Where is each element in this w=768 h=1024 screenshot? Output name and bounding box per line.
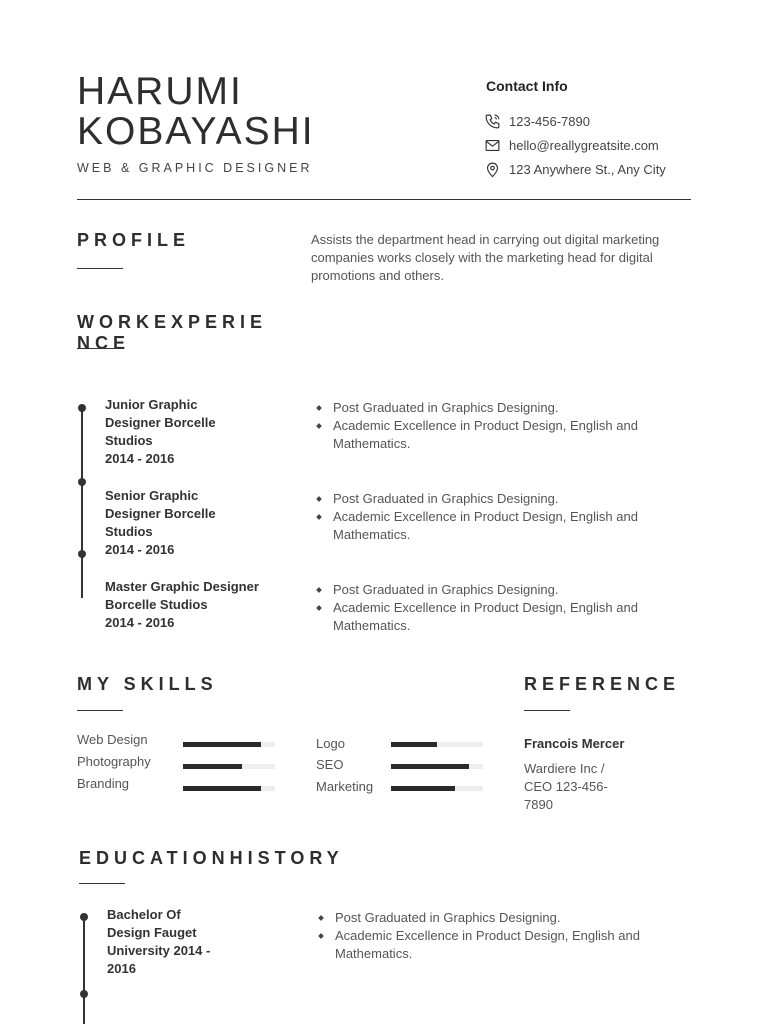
education-entry: [107, 906, 297, 978]
job-2-bullets: [311, 490, 691, 544]
bullet-item: Post Graduated in Graphics Designing.: [311, 581, 691, 599]
skill-bar-fill: [391, 786, 455, 791]
location-pin-icon: [484, 161, 501, 178]
skill-label: Marketing: [316, 779, 374, 794]
skill-bar: [183, 742, 275, 747]
education-underline: [79, 883, 125, 884]
skill-label: Web Design: [77, 732, 148, 747]
timeline-dot: [78, 478, 86, 486]
skill-bar: [391, 786, 483, 791]
reference-line: CEO 123-456-: [524, 779, 608, 794]
profile-underline: [77, 268, 123, 269]
reference-line: 7890: [524, 797, 553, 812]
education-line: Design Fauget: [107, 925, 197, 940]
education-line: Bachelor Of: [107, 907, 181, 922]
job-line: Junior Graphic: [105, 397, 198, 412]
bullet-item: Academic Excellence in Product Design, English and Mathematics.: [311, 508, 691, 544]
job-line: Studios: [105, 524, 153, 539]
phone-icon: [484, 113, 501, 130]
bullet-item: Academic Excellence in Product Design, English and Mathematics.: [311, 599, 691, 635]
education-timeline: [83, 915, 85, 1024]
job-entry-2: [105, 487, 295, 559]
skill-bar: [391, 764, 483, 769]
timeline-dot: [78, 404, 86, 412]
reference-underline: [524, 710, 570, 711]
phone-text: 123-456-7890: [509, 113, 590, 129]
education-line: University 2014 -: [107, 943, 211, 958]
experience-heading-line2: NCE: [77, 333, 131, 353]
experience-timeline: [81, 405, 83, 598]
profile-text: Assists the department head in carrying out digital marketing companies works closely with the marketing head for digital promotions and others.: [311, 232, 660, 283]
reference-name: Francois Mercer: [524, 736, 625, 751]
skill-bar-fill: [183, 786, 261, 791]
reference-line: Wardiere Inc /: [524, 761, 605, 776]
job-title: WEB & GRAPHIC DESIGNER: [77, 161, 313, 175]
job-entry-3: [105, 578, 295, 632]
reference-details: [524, 760, 608, 814]
experience-heading-line1: WORKEXPERIE: [77, 312, 268, 332]
skill-bar: [183, 764, 275, 769]
job-dates: 2014 - 2016: [105, 542, 175, 557]
header-divider: [77, 199, 691, 200]
job-line: Designer Borcelle: [105, 506, 216, 521]
skill-bar-fill: [391, 764, 469, 769]
name-first: HARUMI: [77, 70, 243, 113]
skill-label: Photography: [77, 754, 151, 769]
timeline-dot: [78, 550, 86, 558]
job-1-bullets: [311, 399, 691, 453]
job-line: Studios: [105, 433, 153, 448]
bullet-item: Academic Excellence in Product Design, English and Mathematics.: [311, 417, 691, 453]
bullet-item: Post Graduated in Graphics Designing.: [311, 490, 691, 508]
bullet-item: Post Graduated in Graphics Designing.: [311, 399, 691, 417]
skill-label: SEO: [316, 757, 344, 772]
reference-heading: REFERENCE: [524, 674, 681, 694]
address-text: 123 Anywhere St., Any City: [509, 161, 666, 177]
skill-bar-fill: [183, 764, 242, 769]
job-line: Senior Graphic: [105, 488, 199, 503]
contact-address: [484, 160, 666, 178]
contact-email[interactable]: [484, 136, 659, 154]
job-entry-1: [105, 396, 295, 468]
job-line: Borcelle Studios: [105, 597, 208, 612]
experience-underline: [77, 348, 123, 349]
education-bullets: [313, 909, 693, 963]
bullet-item: Post Graduated in Graphics Designing.: [313, 909, 693, 927]
profile-heading: PROFILE: [77, 230, 191, 250]
skill-bar-fill: [183, 742, 261, 747]
bullet-item: Academic Excellence in Product Design, English and Mathematics.: [313, 927, 693, 963]
contact-phone[interactable]: [484, 112, 590, 130]
name-heading: [77, 72, 315, 152]
skill-bar-fill: [391, 742, 437, 747]
education-line: 2016: [107, 961, 136, 976]
job-line: Designer Borcelle: [105, 415, 216, 430]
skills-underline: [77, 710, 123, 711]
timeline-dot: [80, 990, 88, 998]
skill-label: Branding: [77, 776, 130, 791]
job-dates: 2014 - 2016: [105, 451, 175, 466]
name-last: KOBAYASHI: [77, 110, 315, 153]
skill-bar: [183, 786, 275, 791]
job-3-bullets: [311, 581, 691, 635]
job-line: Master Graphic Designer: [105, 579, 259, 594]
email-text: hello@reallygreatsite.com: [509, 137, 659, 153]
timeline-dot: [80, 913, 88, 921]
contact-heading: Contact Info: [486, 78, 568, 94]
skill-bar: [391, 742, 483, 747]
mail-icon: [484, 137, 501, 154]
job-dates: 2014 - 2016: [105, 615, 175, 630]
education-heading: EDUCATIONHISTORY: [79, 848, 344, 868]
skills-heading: MY SKILLS: [77, 674, 218, 694]
skill-label: Logo: [316, 736, 345, 751]
